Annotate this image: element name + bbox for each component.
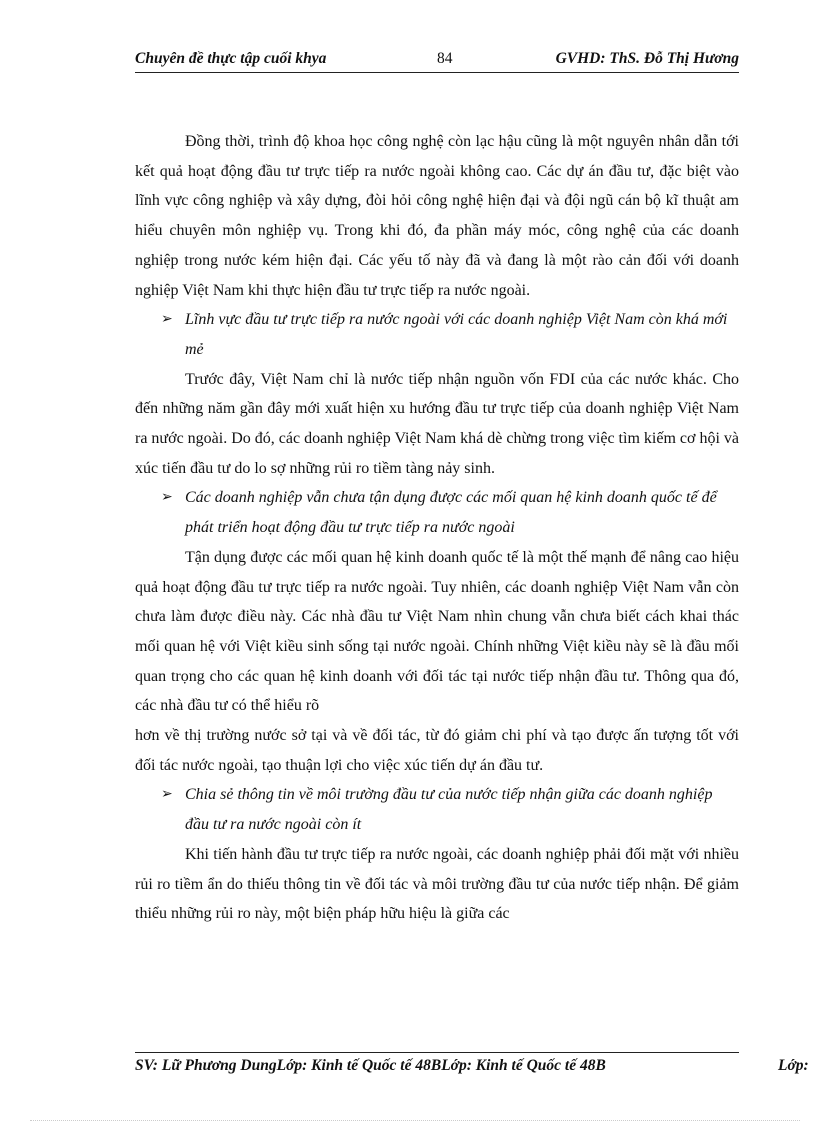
page-number: 84 <box>437 50 453 67</box>
paragraph: hơn về thị trường nước sở tại và về đối tác, từ đó giảm chi phí và tạo được ấn tượng tốt với đối tác nước ngoài, tạo thuận lợi cho việc xúc tiến dự án đầu tư. <box>135 727 739 774</box>
bullet-arrow-icon: ➢ <box>161 787 173 803</box>
section-heading <box>135 305 739 364</box>
document-body <box>135 127 739 929</box>
footer-student: SV: Lữ Phương DungLớp: Kinh tế Quốc tế 48BLớp: Kinh tế Quốc tế 48B <box>135 1057 606 1074</box>
footer-divider <box>135 1052 739 1053</box>
paragraph: Đồng thời, trình độ khoa học công nghệ còn lạc hậu cũng là một nguyên nhân dẫn tới kết quả hoạt động đầu tư trực tiếp ra nước ngoài không cao. Các dự án đầu tư, đặc biệt vào lĩnh vực công nghiệp và xây dựng, đòi hỏi công nghệ hiện đại và đội ngũ cán bộ kĩ thuật am hiểu chuyên môn nghiệp vụ. Trong khi đó, đa phần máy móc, công nghệ của các doanh nghiệp trong nước kém hiện đại. Các yếu tố này đã và đang là một rào cản đối với doanh nghiệp Việt Nam khi thực hiện đầu tư trực tiếp ra nước ngoài. <box>135 133 739 299</box>
paragraph: Khi tiến hành đầu tư trực tiếp ra nước ngoài, các doanh nghiệp phải đối mặt với nhiều rủi ro tiềm ẩn do thiếu thông tin về đối tác và môi trường đầu tư của nước tiếp nhận. Để giảm thiểu những rủi ro này, một biện pháp hữu hiệu là giữa các <box>135 845 739 923</box>
section-heading <box>135 483 739 542</box>
page-header <box>135 46 739 70</box>
paragraph: Trước đây, Việt Nam chỉ là nước tiếp nhận nguồn vốn FDI của các nước khác. Cho đến những năm gần đây mới xuất hiện xu hướng đầu tư trực tiếp của doanh nghiệp Việt Nam ra nước ngoài. Do đó, các doanh nghiệp Việt Nam khá dè chừng trong việc tìm kiếm cơ hội và xúc tiến đầu tư do lo sợ những rủi ro tiềm tàng nảy sinh. <box>135 370 739 477</box>
footer-class: Lớp: <box>778 1057 809 1074</box>
section-heading-text: Chia sẻ thông tin về môi trường đầu tư của nước tiếp nhận giữa các doanh nghiệp đầu tư ra nước ngoài còn ít <box>185 786 713 834</box>
page-edge <box>30 1120 800 1121</box>
header-supervisor: GVHD: ThS. Đỗ Thị Hương <box>555 50 739 67</box>
header-divider <box>135 72 739 73</box>
paragraph: Tận dụng được các mối quan hệ kinh doanh quốc tế là một thế mạnh để nâng cao hiệu quả hoạt động đầu tư trực tiếp ra nước ngoài. Tuy nhiên, các doanh nghiệp Việt Nam vẫn còn chưa làm được điều này. Các nhà đầu tư Việt Nam nhìn chung vẫn chưa biết cách khai thác mối quan hệ với Việt kiều sinh sống tại nước ngoài. Chính những Việt kiều này sẽ là đầu mối quan trọng cho các quan hệ kinh doanh với đối tác tại nước tiếp nhận đầu tư. Thông qua đó, các nhà đầu tư có thể hiểu rõ <box>135 548 739 715</box>
section-heading-text: Lĩnh vực đầu tư trực tiếp ra nước ngoài với các doanh nghiệp Việt Nam còn khá mới mẻ <box>185 311 728 358</box>
page-footer <box>135 1057 815 1075</box>
section-heading-text: Các doanh nghiệp vẫn chưa tận dụng được các mối quan hệ kinh doanh quốc tế để phát triển hoạt động đầu tư trực tiếp ra nước ngoài <box>185 489 717 537</box>
section-heading <box>135 780 739 839</box>
bullet-arrow-icon: ➢ <box>161 490 173 506</box>
header-title: Chuyên đề thực tập cuối khya <box>135 50 327 67</box>
bullet-arrow-icon: ➢ <box>161 312 173 328</box>
